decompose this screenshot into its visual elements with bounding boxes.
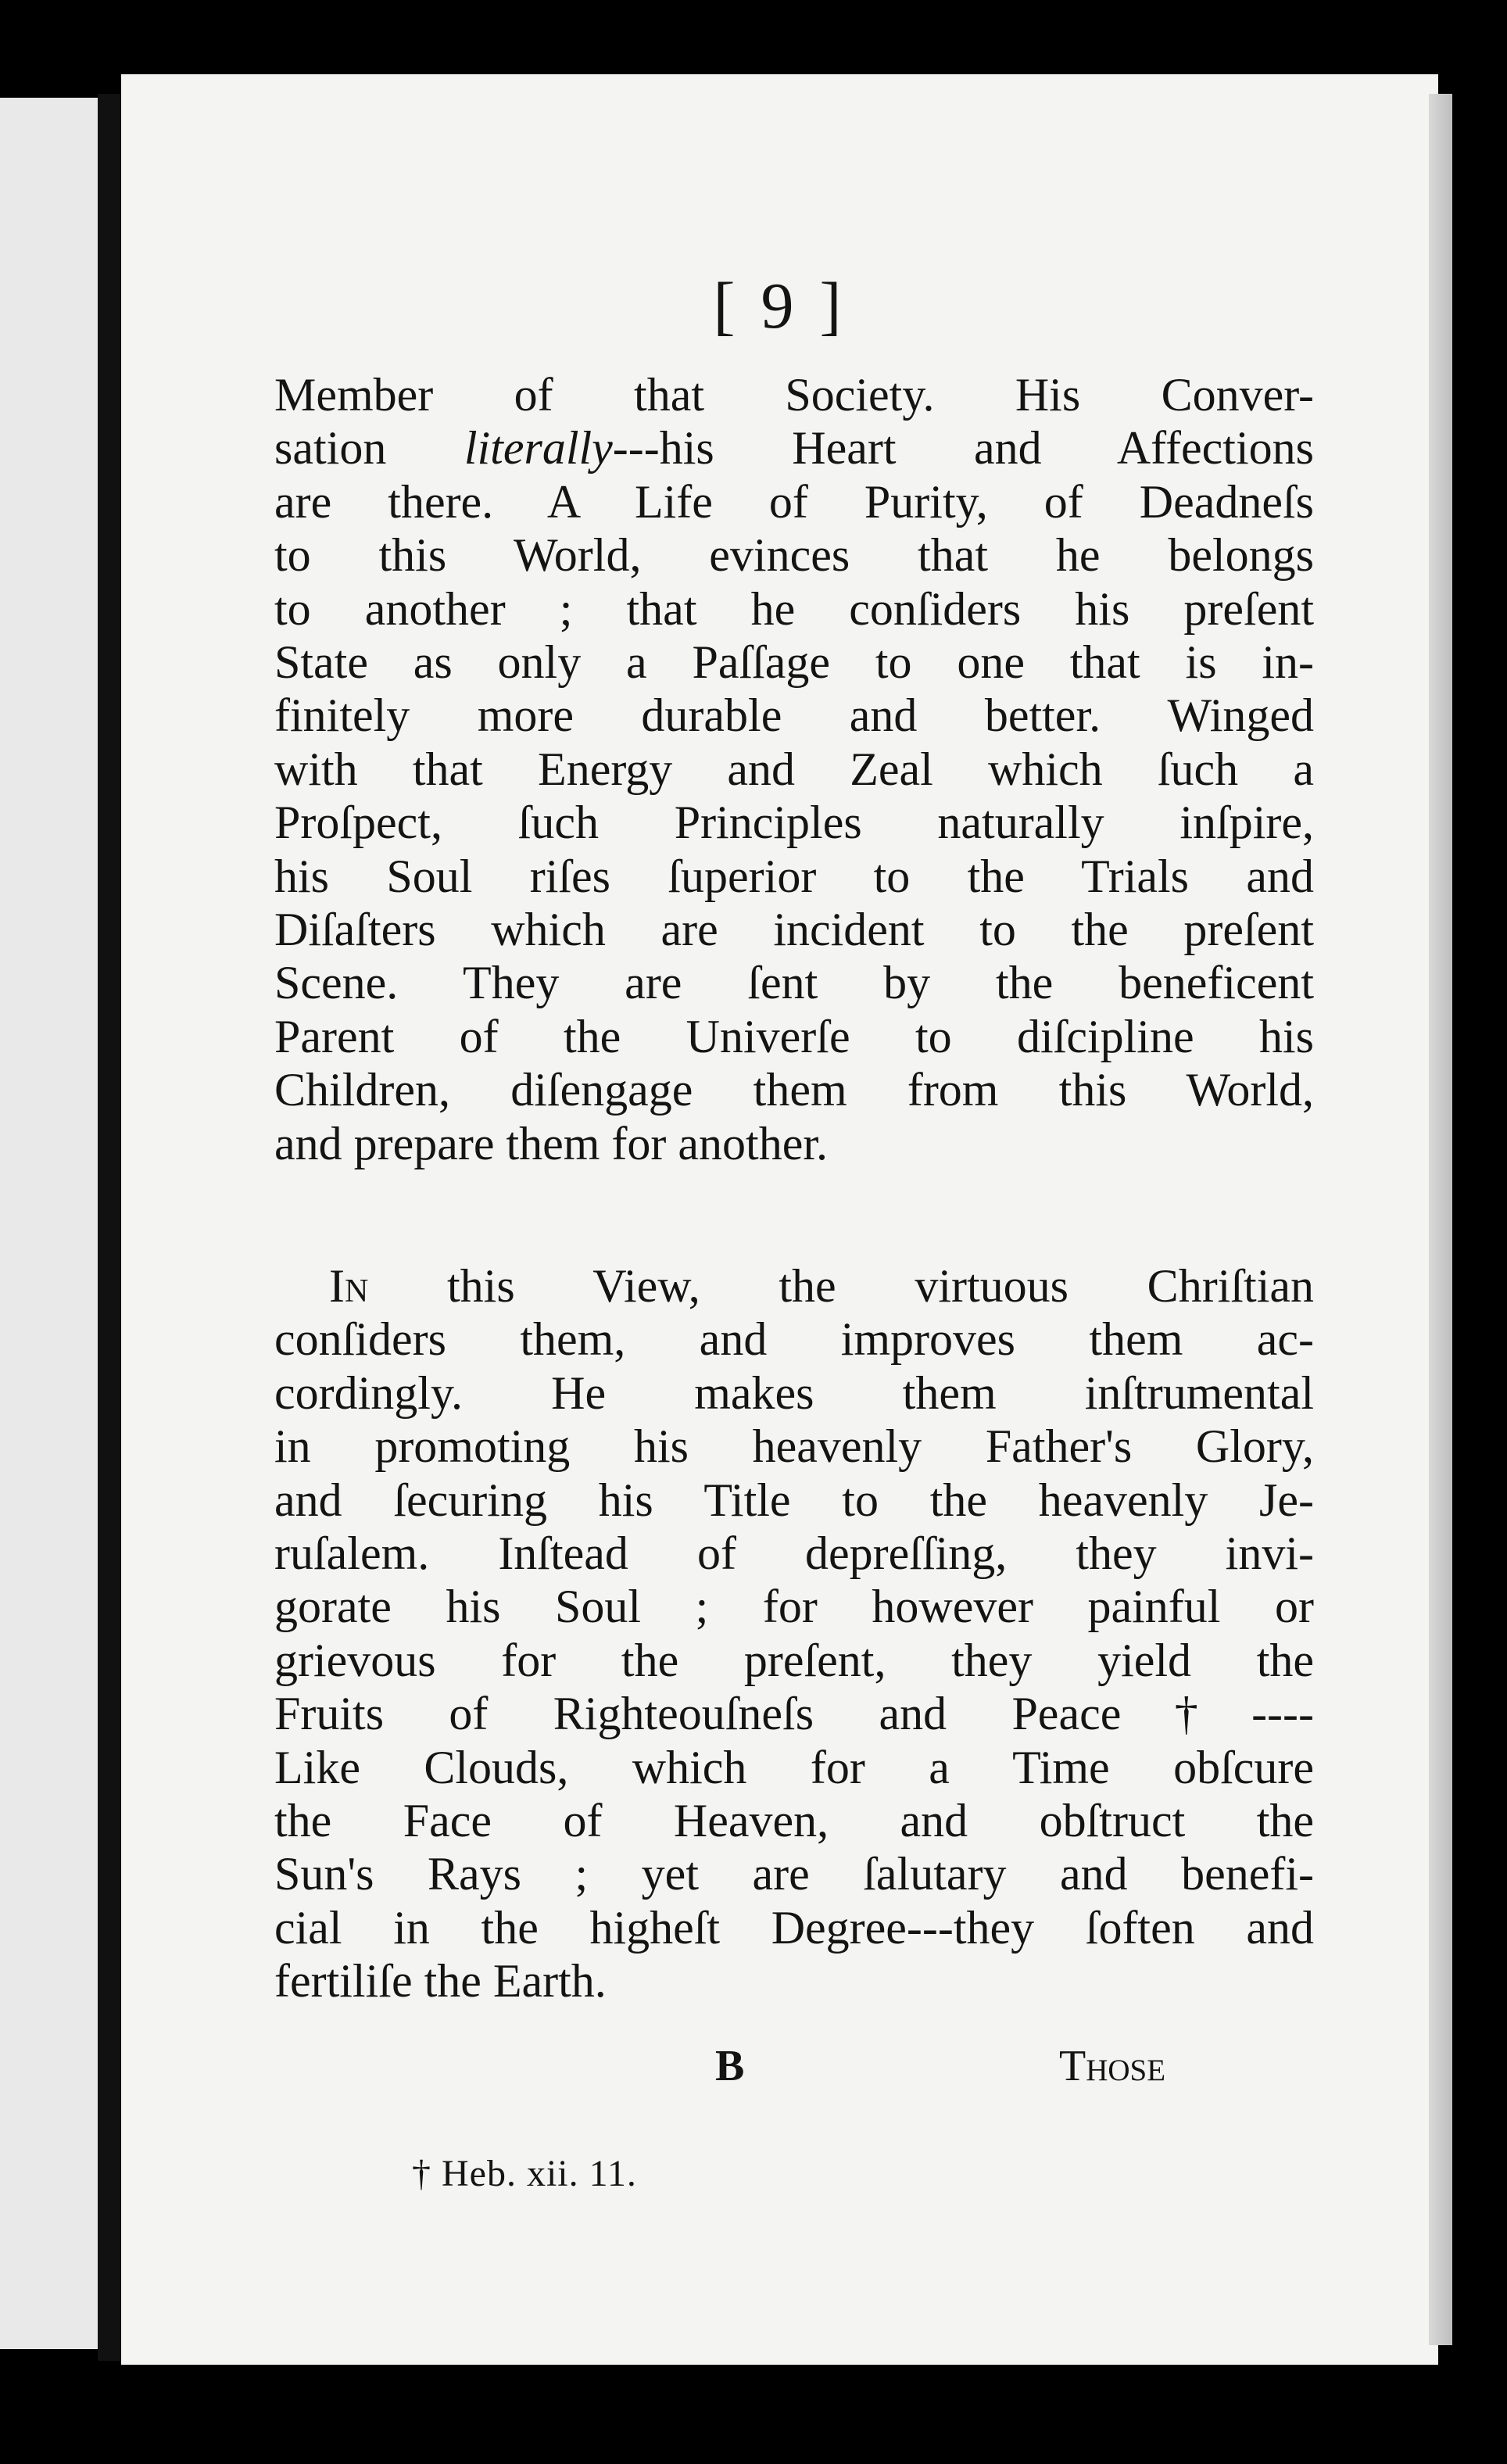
line-start: sation [274, 422, 464, 475]
text-line: State as only a Paſſage to one that is in- [274, 636, 1314, 689]
adjacent-page-edge [0, 98, 98, 2349]
line-rest: this View, the virtuous Chriſtian [368, 1260, 1314, 1312]
text-line: conſiders them, and improves them ac- [274, 1313, 1314, 1366]
text-line: and prepare them for another. [274, 1117, 829, 1169]
text-line [274, 421, 1314, 475]
text-line: Proſpect, ſuch Principles naturally inſpire, [274, 797, 1314, 849]
text-line: Diſaſters which are incident to the preſent [274, 904, 1314, 956]
text-line: with that Energy and Zeal which ſuch a [274, 743, 1314, 795]
line-end: ---his Heart and Affections [612, 422, 1314, 475]
text-line: ruſalem. Inſtead of depreſſing, they invi- [274, 1527, 1314, 1580]
opening-word: In [329, 1260, 369, 1312]
text-line: Member of that Society. His Conver- [274, 369, 1314, 421]
text-line: Scene. They are ſent by the beneficent [274, 957, 1314, 1009]
text-line: are there. A Life of Purity, of Deadneſs [274, 475, 1314, 528]
paragraph-2 [274, 1259, 1314, 2008]
text-line: fertiliſe the Earth. [274, 1955, 607, 2007]
italic-word: literally [464, 422, 613, 475]
paragraph-1 [274, 368, 1314, 1170]
text-line: cial in the higheſt Degree---they ſoften and [274, 1901, 1314, 1954]
text-line: Children, diſengage them from this World, [274, 1064, 1314, 1116]
text-line: to this World, evinces that he belongs [274, 529, 1314, 582]
text-line: gorate his Soul ; for however painful or [274, 1581, 1314, 1633]
text-line: to another ; that he conſiders his preſent [274, 582, 1314, 635]
footnote: † Heb. xii. 11. [412, 2153, 637, 2194]
text-line: Fruits of Righteouſneſs and Peace†---- [274, 1688, 1314, 1740]
page-number: [ 9 ] [713, 270, 847, 342]
text-line: grievous for the preſent, they yield the [274, 1634, 1314, 1686]
text-line: and ſecuring his Title to the heavenly Je- [274, 1474, 1314, 1526]
text-line: his Soul riſes ſuperior to the Trials and [274, 850, 1314, 902]
text-line: Sun's Rays ; yet are ſalutary and benefi- [274, 1848, 1314, 1900]
book-page [121, 74, 1438, 2365]
page-edge-shadow [1429, 94, 1452, 2345]
text-line: Like Clouds, which for a Time obſcure [274, 1741, 1314, 1793]
signature-mark: B [715, 2042, 745, 2090]
text-line: the Face of Heaven, and obſtruct the [274, 1795, 1314, 1847]
text-line: Parent of the Univerſe to diſcipline his [274, 1010, 1314, 1062]
catchword: Those [1059, 2042, 1166, 2090]
text-line: in promoting his heavenly Father's Glory, [274, 1420, 1314, 1473]
text-line: cordingly. He makes them inſtrumental [274, 1366, 1314, 1419]
gutter-shadow [98, 94, 121, 2361]
text-line [274, 1259, 1314, 1313]
text-line: finitely more durable and better. Winged [274, 689, 1314, 742]
